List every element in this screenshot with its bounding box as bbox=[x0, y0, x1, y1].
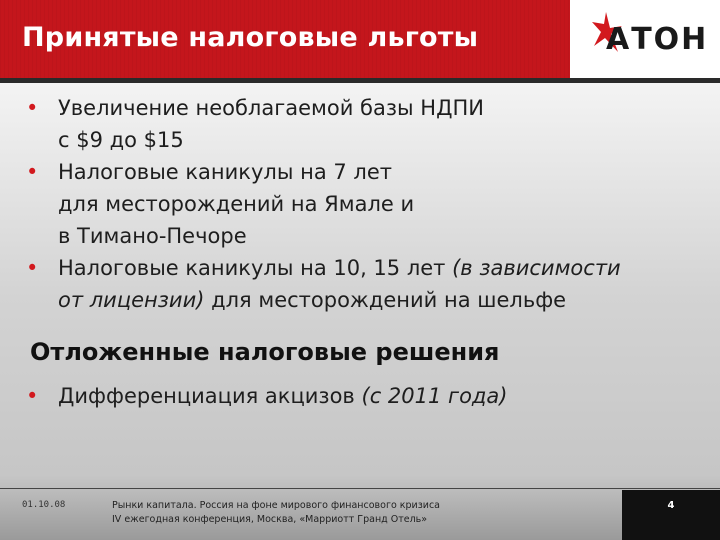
bullet-text: Налоговые каникулы на 10, 15 лет bbox=[58, 256, 453, 280]
bullet-line bbox=[58, 284, 621, 316]
list-item bbox=[26, 380, 508, 412]
bullet-line: в Тимано-Печоре bbox=[58, 224, 247, 248]
header-divider bbox=[0, 78, 720, 83]
list-item bbox=[26, 156, 621, 252]
bullet-line: для месторождений на Ямале и bbox=[58, 192, 415, 216]
bullet-text-italic: (с 2011 года) bbox=[361, 384, 508, 408]
aton-logo bbox=[570, 0, 720, 78]
deferred-list bbox=[26, 380, 508, 412]
bullet-text: для месторождений на шельфе bbox=[204, 288, 567, 312]
section-heading: Отложенные налоговые решения bbox=[30, 338, 500, 366]
bullet-icon: • bbox=[26, 384, 39, 408]
bullet-line bbox=[58, 252, 621, 284]
bullet-line: Налоговые каникулы на 7 лет bbox=[58, 160, 392, 184]
bullet-line: с $9 до $15 bbox=[58, 128, 184, 152]
footer-line: IV ежегодная конференция, Москва, «Марриотт Гранд Отель» bbox=[112, 514, 428, 525]
footer-divider bbox=[0, 488, 720, 489]
page-number: 4 bbox=[622, 490, 720, 540]
list-item bbox=[26, 92, 621, 156]
slide-title: Принятые налоговые льготы bbox=[22, 22, 479, 53]
bullet-line bbox=[58, 380, 508, 412]
bullet-text: Дифференциация акцизов bbox=[58, 384, 362, 408]
bullet-icon: • bbox=[26, 256, 39, 280]
bullet-text-italic: от лицензии) bbox=[58, 288, 205, 312]
bullet-text-italic: (в зависимости bbox=[452, 256, 621, 280]
logo-text: АТОН bbox=[606, 22, 709, 57]
benefits-list bbox=[26, 92, 621, 316]
footer-date: 01.10.08 bbox=[22, 500, 66, 510]
bullet-icon: • bbox=[26, 96, 39, 120]
footer-line: Рынки капитала. Россия на фоне мирового финансового кризиса bbox=[112, 500, 441, 511]
list-item bbox=[26, 252, 621, 316]
bullet-line: Увеличение необлагаемой базы НДПИ bbox=[58, 96, 484, 120]
footer-caption bbox=[112, 499, 440, 527]
bullet-icon: • bbox=[26, 160, 39, 184]
